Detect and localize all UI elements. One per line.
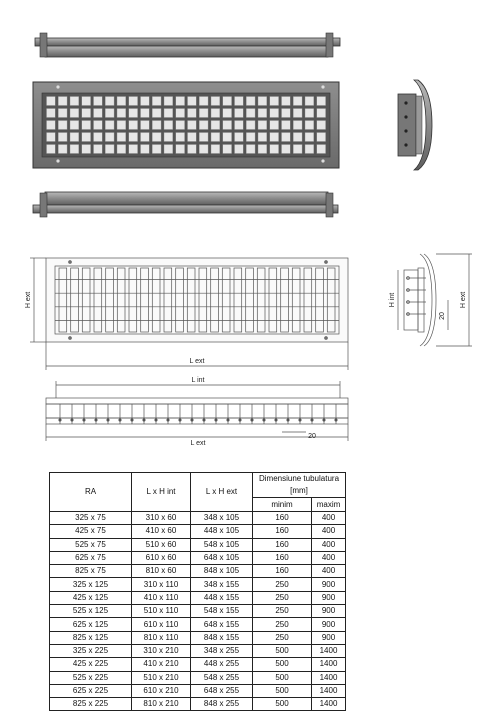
table-cell: 1400 [312,684,346,697]
table-cell: 500 [253,658,312,671]
table-cell: 900 [312,618,346,631]
front-view-line [30,258,348,370]
table-row [50,591,346,604]
header-lxh-ext: L x H ext [191,473,253,512]
section-dim-20-label: 20 [308,433,316,440]
table-row [50,565,346,578]
table-cell: 525 x 225 [50,671,132,684]
table-cell: 448 x 155 [191,591,253,604]
table-cell: 500 [253,671,312,684]
table-cell: 900 [312,605,346,618]
table-cell: 325 x 225 [50,644,132,657]
table-cell: 848 x 105 [191,565,253,578]
table-cell: 348 x 105 [191,512,253,525]
table-cell: 548 x 255 [191,671,253,684]
table-cell: 625 x 75 [50,551,132,564]
header-maxim: maxim [312,498,346,512]
table-cell: 810 x 210 [132,698,191,711]
table-cell: 310 x 210 [132,644,191,657]
side-h-ext-label: H ext [460,291,467,309]
table-cell: 160 [253,525,312,538]
table-row [50,644,346,657]
table-cell: 348 x 155 [191,578,253,591]
table-cell: 410 x 110 [132,591,191,604]
table-row [50,698,346,711]
table-cell: 500 [253,698,312,711]
table-row [50,671,346,684]
table-row [50,631,346,644]
table-cell: 510 x 60 [132,538,191,551]
table-cell: 160 [253,538,312,551]
table-cell: 325 x 75 [50,512,132,525]
table-cell: 250 [253,605,312,618]
table-cell: 250 [253,591,312,604]
h-int-label: H int [389,292,396,308]
table-cell: 250 [253,578,312,591]
table-cell: 825 x 125 [50,631,132,644]
table-cell: 310 x 60 [132,512,191,525]
table-row [50,538,346,551]
table-cell: 500 [253,644,312,657]
header-minim: minim [253,498,312,512]
table-cell: 400 [312,538,346,551]
table-cell: 810 x 110 [132,631,191,644]
table-cell: 448 x 255 [191,658,253,671]
table-row [50,525,346,538]
top-view [35,33,340,57]
side-dim-20-label: 20 [439,312,446,320]
table-row [50,578,346,591]
table-row [50,512,346,525]
table-cell: 410 x 210 [132,658,191,671]
l-ext-label: L ext [189,358,205,365]
table-cell: 400 [312,512,346,525]
table-cell: 610 x 210 [132,684,191,697]
section-l-ext-label: L ext [190,440,206,447]
table-cell: 400 [312,565,346,578]
header-ra: RA [50,473,132,512]
section-view-line [46,381,348,441]
table-cell: 1400 [312,658,346,671]
table-cell: 325 x 125 [50,578,132,591]
table-cell: 900 [312,591,346,604]
table-cell: 310 x 110 [132,578,191,591]
table-cell: 1400 [312,644,346,657]
table-cell: 625 x 125 [50,618,132,631]
table-cell: 825 x 75 [50,565,132,578]
table-cell: 848 x 155 [191,631,253,644]
table-cell: 648 x 155 [191,618,253,631]
table-row [50,605,346,618]
table-cell: 510 x 110 [132,605,191,618]
header-lxh-int: L x H int [132,473,191,512]
table-cell: 425 x 125 [50,591,132,604]
header-dimensiune-tubulatura: Dimensiune tubulatura [mm] [253,473,346,498]
table-cell: 525 x 75 [50,538,132,551]
table-cell: 410 x 60 [132,525,191,538]
side-view-shaded [398,80,432,170]
table-cell: 400 [312,551,346,564]
table-row [50,684,346,697]
table-row [50,551,346,564]
table-cell: 548 x 105 [191,538,253,551]
table-cell: 425 x 225 [50,658,132,671]
table-cell: 400 [312,525,346,538]
table-cell: 848 x 255 [191,698,253,711]
table-cell: 825 x 225 [50,698,132,711]
table-cell: 1400 [312,671,346,684]
table-cell: 610 x 110 [132,618,191,631]
table-cell: 548 x 155 [191,605,253,618]
table-row [50,658,346,671]
table-cell: 810 x 60 [132,565,191,578]
table-cell: 250 [253,618,312,631]
table-cell: 250 [253,631,312,644]
table-row [50,618,346,631]
table-cell: 648 x 105 [191,551,253,564]
front-view-shaded [33,82,339,168]
table-cell: 900 [312,631,346,644]
table-cell: 160 [253,551,312,564]
table-cell: 1400 [312,698,346,711]
table-cell: 510 x 210 [132,671,191,684]
table-cell: 900 [312,578,346,591]
table-cell: 610 x 60 [132,551,191,564]
table-cell: 500 [253,684,312,697]
table-cell: 525 x 125 [50,605,132,618]
table-cell: 160 [253,512,312,525]
l-int-label: L int [191,377,205,384]
table-cell: 448 x 105 [191,525,253,538]
table-cell: 425 x 75 [50,525,132,538]
table-cell: 648 x 255 [191,684,253,697]
table-body [50,512,346,711]
table-cell: 348 x 255 [191,644,253,657]
table-cell: 160 [253,565,312,578]
dimensions-table [49,472,346,711]
table-cell: 625 x 225 [50,684,132,697]
h-ext-label: H ext [25,291,32,309]
bottom-view [33,192,338,217]
